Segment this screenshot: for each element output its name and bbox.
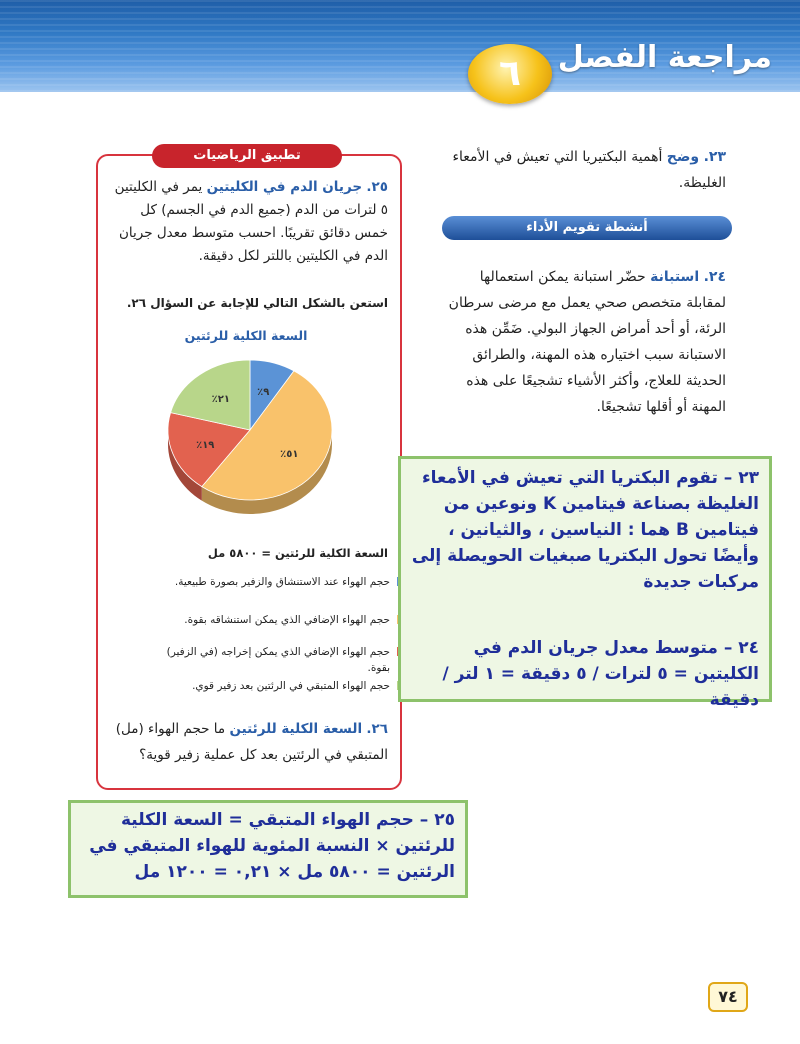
question-26-keyword: السعة الكلية للرئتين bbox=[229, 721, 363, 737]
legend-item-residual bbox=[160, 678, 390, 694]
total-capacity-label: السعة الكلية للرئتين = ٥٨٠٠ مل bbox=[207, 546, 388, 560]
answer-23: ٢٣ – تقوم البكتريا التي تعيش في الأمعاء الغليظة بصناعة فيتامين K ونوعين من فيتامين B هما : النياسين ، والثيانين ، وأيضًا تحول البكتريا صبغيات الحويصلة إلى مركبات جديدة bbox=[411, 468, 759, 592]
question-26-number: ٢٦. bbox=[366, 721, 388, 737]
question-25-keyword: جريان الدم في الكليتين bbox=[206, 179, 363, 195]
legend-item-expiratory bbox=[160, 644, 390, 676]
page-number: ٧٤ bbox=[708, 982, 748, 1012]
activities-heading: أنشطة تقويم الأداء bbox=[442, 216, 732, 240]
question-23-number: ٢٣. bbox=[703, 149, 726, 165]
math-application-title: تطبيق الرياضيات bbox=[152, 144, 342, 168]
pie-slice-label-3: ٪٢١ bbox=[211, 393, 231, 405]
question-24 bbox=[436, 264, 726, 420]
answer-box-23-24 bbox=[398, 456, 772, 710]
question-25-number: ٢٥. bbox=[366, 179, 388, 195]
answer-box-25 bbox=[68, 800, 468, 898]
legend-item-tidal bbox=[160, 574, 390, 590]
question-23-keyword: وضح bbox=[666, 149, 700, 165]
legend-label-tidal: حجم الهواء عند الاستنشاق والزفير بصورة طبيعية. bbox=[174, 576, 390, 588]
chapter-number: ٦ bbox=[499, 53, 521, 94]
question-26-text: ما حجم الهواء (مل) المتبقي في الرئتين بعد كل عملية زفير قوية؟ bbox=[115, 721, 388, 763]
question-23-text: أهمية البكتيريا التي تعيش في الأمعاء الغليظة. bbox=[452, 149, 726, 191]
legend-label-expiratory: حجم الهواء الإضافي الذي يمكن إخراجه (في الزفير) بقوة. bbox=[166, 646, 390, 674]
question-25-text: يمر في الكليتين ٥ لترات من الدم (جميع الدم في الجسم) كل خمس دقائق تقريبًا. احسب متوسط معدل جريان الدم في الكليتين باللتر لكل دقيقة. bbox=[114, 179, 388, 264]
legend-label-inspiratory: حجم الهواء الإضافي الذي يمكن استنشاقه بقوة. bbox=[184, 614, 390, 626]
pie-chart-title: السعة الكلية للرئتين bbox=[184, 328, 308, 343]
chapter-badge bbox=[468, 44, 552, 104]
legend-item-inspiratory bbox=[160, 612, 390, 628]
pie-slice-label-0: ٪٩ bbox=[257, 387, 270, 399]
question-24-text: حضّر استبانة يمكن استعمالها لمقابلة متخصص صحي يعمل مع مرضى سرطان الرئة، أو أحد أمراض الجهاز البولي. ضَمِّن هذه الاستبانة سبب اختياره هذه المهنة، والطرائق الحديثة للعلاج، وأكثر الأشياء تشجيعًا على هذه المهنة أو أقلها تشجيعًا. bbox=[448, 269, 726, 415]
answer-24: ٢٤ – متوسط معدل جريان الدم في الكليتين = ٥ لترات / ٥ دقيقة = ١ لتر / دقيقة bbox=[442, 638, 759, 710]
pie-slice-label-2: ٪١٩ bbox=[196, 439, 215, 451]
question-26 bbox=[104, 716, 388, 768]
chart-hint: استعن بالشكل التالي للإجابة عن السؤال ٢٦. bbox=[126, 296, 388, 310]
question-23 bbox=[436, 144, 726, 196]
chapter-review-title: مراجعة الفصل bbox=[557, 40, 772, 75]
question-24-number: ٢٤. bbox=[703, 269, 726, 285]
answer-25: ٢٥ – حجم الهواء المتبقي = السعة الكلية للرئتين × النسبة المئوية للهواء المتبقي في الرئتين = ٥٨٠٠ مل × ٠,٢١ = ١٢٠٠ مل bbox=[89, 810, 455, 882]
question-24-keyword: استبانة bbox=[650, 269, 700, 285]
legend-label-residual: حجم الهواء المتبقي في الرئتين بعد زفير قوي. bbox=[192, 680, 390, 692]
pie-slice-label-1: ٪٥١ bbox=[280, 448, 299, 460]
question-25 bbox=[104, 176, 388, 268]
pie-chart bbox=[150, 350, 350, 530]
